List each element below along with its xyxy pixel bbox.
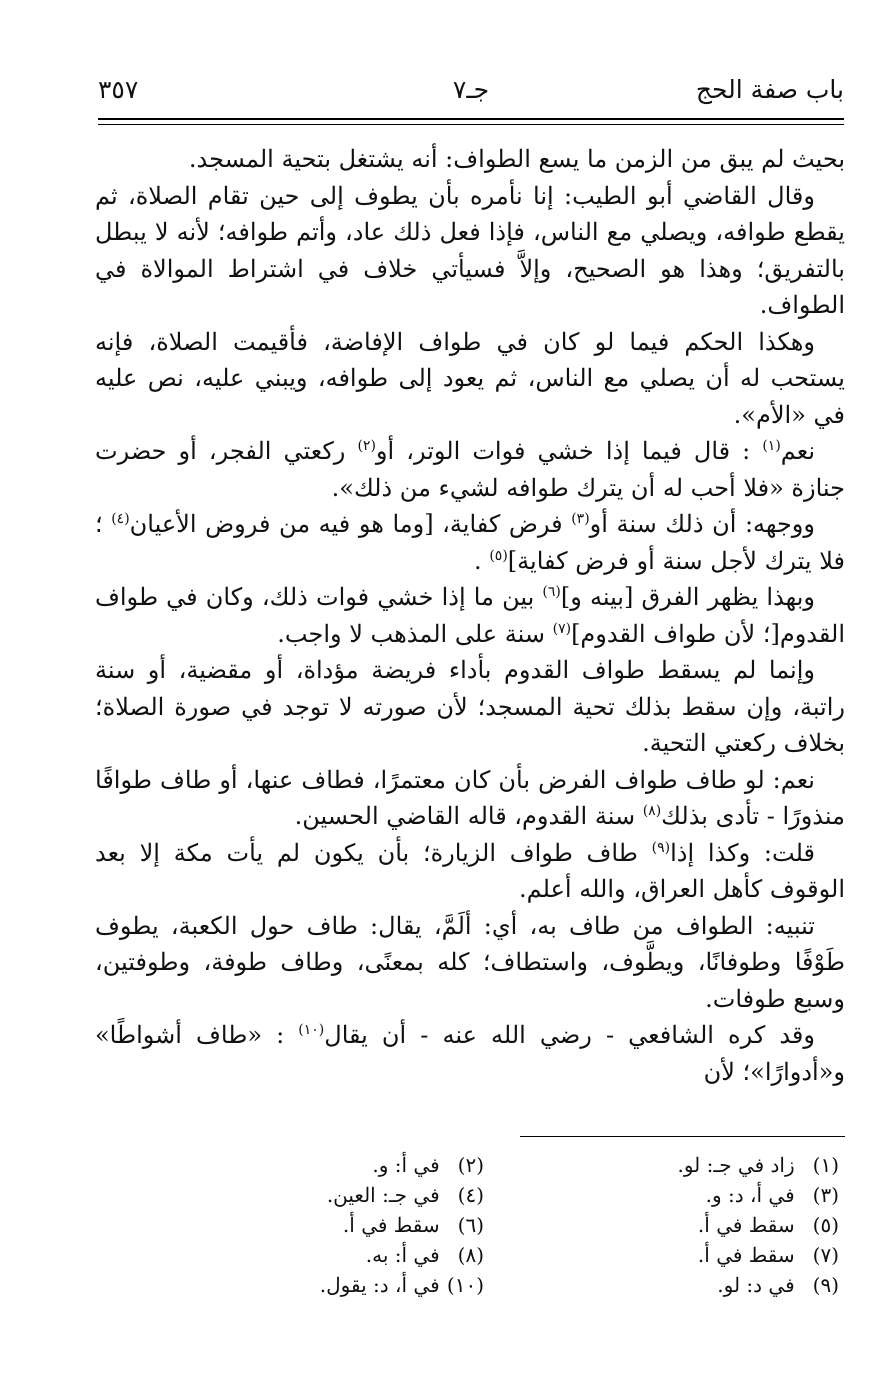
footnote-item xyxy=(320,1240,484,1270)
footnotes-left-column xyxy=(320,1150,484,1300)
footnote-number: (٧) xyxy=(812,1243,839,1267)
footnote-item xyxy=(320,1180,484,1210)
footnote-number: (٦) xyxy=(457,1213,484,1237)
text-run: ووجهه: أن ذلك سنة أو xyxy=(589,510,815,538)
footnote-number: (٥) xyxy=(812,1213,839,1237)
paragraph xyxy=(95,506,845,579)
text-run: : «طاف أشواطًا» و«أدوارًا»؛ لأن xyxy=(95,1021,845,1086)
footnote-text: في أ، د: و. xyxy=(705,1183,795,1207)
text-run: طاف طواف الزيارة؛ بأن يكون لم يأت مكة إلا بعد الوقوف كأهل العراق، والله أعلم. xyxy=(95,838,845,903)
text-run: نعم: لو طاف طواف الفرض بأن كان معتمرًا، فطاف عنها، أو طاف طوافًا منذورًا - تأدى بذلك xyxy=(95,765,845,830)
page-number: ٣٥٧ xyxy=(98,75,139,104)
text-run: وقال القاضي أبو الطيب: إنا نأمره بأن يطوف إلى حين تقام الصلاة، ثم يقطع طوافه، ويصلي مع الناس، فإذا فعل ذلك عاد، وأتم طوافه؛ لأنه لا يبطل بالتفريق؛ وهذا هو الصحيح، وإلاَّ فسيأتي خلاف في اشتراط الموالاة في الطواف. xyxy=(95,181,845,319)
footnote-ref: (٥) xyxy=(489,547,508,564)
paragraph xyxy=(95,652,845,762)
main-text xyxy=(95,141,845,1090)
text-run: بحيث لم يبق من الزمن ما يسع الطواف: أنه يشتغل بتحية المسجد. xyxy=(188,145,845,173)
text-run: بين ما إذا خشي فوات ذلك، وكان في طواف القدوم[؛ لأن طواف القدوم] xyxy=(95,583,845,648)
paragraph xyxy=(95,178,845,324)
footnote-separator xyxy=(520,1136,845,1137)
header-rule-thin xyxy=(98,124,844,125)
footnote-ref: (٨) xyxy=(642,803,662,819)
text-run: سنة القدوم، قاله القاضي الحسين. xyxy=(294,802,643,830)
text-run: وبهذا يظهر الفرق [بينه و] xyxy=(560,583,816,611)
footnote-text: في أ، د: يقول. xyxy=(319,1273,440,1297)
footnote-text: سقط في أ. xyxy=(697,1213,795,1237)
text-run: . xyxy=(474,546,490,575)
text-run: سنة على المذهب لا واجب. xyxy=(277,619,553,648)
text-run: تنبيه: الطواف من طاف به، أي: ألَمَّ، يقال: طاف حول الكعبة، يطوف طَوْفًا وطوفانًا، ويطَّوف، واستطاف؛ كله بمعنًى، وطاف طوفة، وطوفتين، وسبع طوفات. xyxy=(95,911,845,1013)
paragraph xyxy=(95,762,845,835)
text-run: وقد كره الشافعي - رضي الله عنه - أن يقال xyxy=(324,1021,815,1049)
footnote-text: زاد في جـ: لو. xyxy=(677,1153,795,1177)
text-run: : قال فيما إذا خشي فوات الوتر، أو xyxy=(375,437,763,465)
footnote-ref: (٩) xyxy=(651,839,671,856)
text-run: نعم xyxy=(780,437,816,465)
text-run: ؛ فلا يترك لأجل سنة أو فرض كفاية] xyxy=(95,510,845,575)
text-run: قلت: وكذا إذا xyxy=(670,838,815,867)
footnote-item xyxy=(320,1210,484,1240)
footnote-item xyxy=(677,1270,839,1300)
footnote-text: سقط في أ. xyxy=(342,1213,440,1237)
footnote-number: (١) xyxy=(812,1153,839,1177)
footnote-number: (١٠) xyxy=(446,1273,484,1297)
text-run: فرض كفاية، [وما هو فيه من فروض الأعيان xyxy=(129,510,572,538)
paragraph xyxy=(95,433,845,506)
footnote-text: في أ: به. xyxy=(365,1243,440,1267)
text-run: وإنما لم يسقط طواف القدوم بأداء فريضة مؤداة، أو مقضية، أو سنة راتبة، وإن سقط بذلك تحية المسجد؛ لأن صورته لا توجد في صورة الصلاة؛ بخلاف ركعتي التحية. xyxy=(95,656,845,757)
footnote-text: في أ: و. xyxy=(372,1153,440,1177)
volume-label: جـ٧ xyxy=(452,75,490,104)
footnote-ref: (١٠) xyxy=(298,1022,325,1038)
footnote-number: (٤) xyxy=(457,1183,484,1207)
footnote-item xyxy=(677,1240,839,1270)
footnote-ref: (٦) xyxy=(542,584,561,600)
footnote-ref: (٧) xyxy=(552,620,572,637)
footnote-item xyxy=(320,1150,484,1180)
footnote-item xyxy=(677,1180,839,1210)
paragraph xyxy=(95,835,845,908)
footnote-ref: (٤) xyxy=(111,511,130,527)
paragraph xyxy=(95,579,845,652)
footnote-ref: (٢) xyxy=(357,438,376,454)
paragraph xyxy=(95,141,845,178)
text-run: ركعتي الفجر، أو حضرت جنازة «فلا أحب له أن يترك طوافه لشيء من ذلك». xyxy=(95,437,845,502)
footnote-text: سقط في أ. xyxy=(697,1243,795,1267)
paragraph xyxy=(95,908,845,1018)
footnote-item xyxy=(677,1150,839,1180)
footnote-number: (٣) xyxy=(812,1183,839,1207)
footnote-ref: (٣) xyxy=(571,511,590,527)
paragraph xyxy=(95,324,845,434)
footnote-item xyxy=(320,1270,484,1300)
footnotes-right-column xyxy=(677,1150,839,1300)
page-header xyxy=(98,72,844,108)
footnote-ref: (١) xyxy=(762,438,781,454)
footnote-item xyxy=(677,1210,839,1240)
footnote-text: في جـ: العين. xyxy=(326,1183,440,1207)
footnote-number: (٩) xyxy=(812,1273,839,1297)
chapter-title: باب صفة الحج xyxy=(695,75,844,104)
footnote-text: في د: لو. xyxy=(717,1273,795,1297)
footnote-number: (٨) xyxy=(457,1243,484,1267)
text-run: وهكذا الحكم فيما لو كان في طواف الإفاضة، فأقيمت الصلاة، فإنه يستحب له أن يصلي مع الناس، ثم يعود إلى طوافه، ويبني عليه، نص عليه في «الأم». xyxy=(95,327,845,429)
footnote-number: (٢) xyxy=(457,1153,484,1177)
header-rule-thick xyxy=(98,118,844,120)
paragraph xyxy=(95,1017,845,1090)
